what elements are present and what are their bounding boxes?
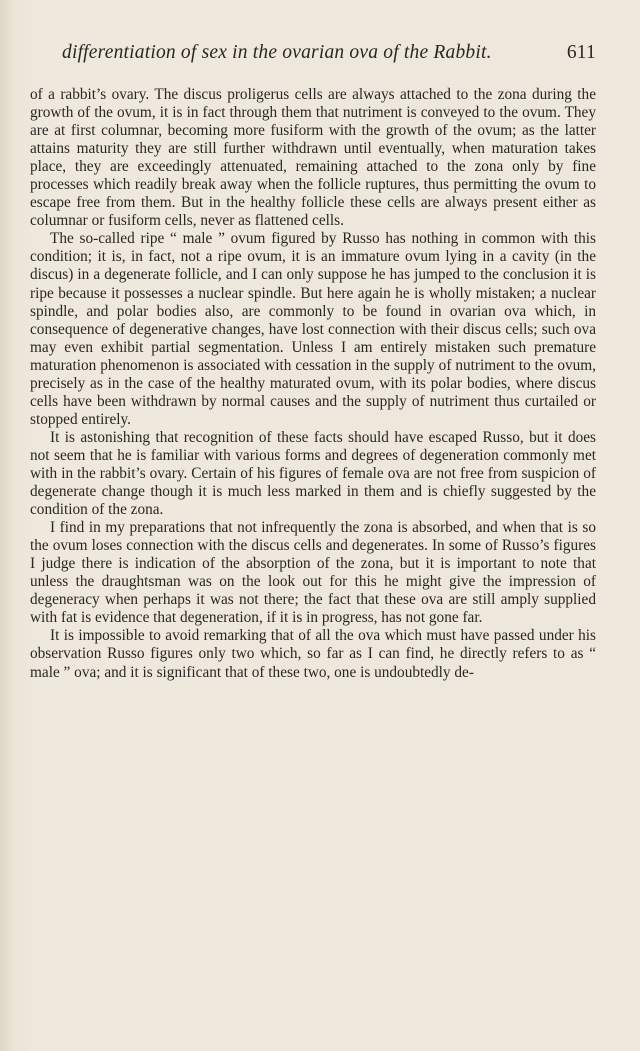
paragraph: The so-called ripe “ male ” ovum figured by Russo has nothing in common with this condition; it is, in fact, not a ripe ovum, it is an immature ovum lying in a cavity (in the discus) in a degenerate follicle, and I can only suppose he has jumped to the conclusion it is ripe because it possesses a nuclear spindle. But here again he is wholly mistaken; a nuclear spindle, and polar bodies also, are commonly to be found in ovarian ova which, in consequence of degenerative changes, have lost connection with their discus cells; such ova may even exhibit partial segmentation. Unless I am entirely mistaken such premature maturation phenomenon is associated with cessation in the supply of nutriment to the ovum, precisely as in the case of the healthy maturated ovum, with its polar bodies, where discus cells have been withdrawn by normal causes and the supply of nutriment thus curtailed or stopped entirely.: [30, 230, 596, 428]
body-text: [30, 86, 596, 682]
paragraph: It is astonishing that recognition of these facts should have escaped Russo, but it does not seem that he is familiar with various forms and degrees of degeneration commonly met with in the rabbit’s ovary. Certain of his figures of female ova are not free from suspicion of degenerate change though it is much less marked in them and is chiefly suggested by the condition of the zona.: [30, 428, 596, 519]
running-title: differentiation of sex in the ovarian ova of the Rabbit.: [62, 42, 492, 63]
paragraph: of a rabbit’s ovary. The discus proligerus cells are always attached to the zona during the growth of the ovum, it is in fact through them that nutriment is conveyed to the ovum. They are at first columnar, becoming more fusiform with the growth of the ovum; as the latter attains maturity they are still further withdrawn until eventually, when maturation takes place, they are exceedingly attenuated, remaining attached to the zona only by fine processes which readily break away when the follicle ruptures, thus permitting the ovum to escape free from them. But in the healthy follicle these cells are always present either as columnar or fusiform cells, never as flattened cells.: [30, 86, 596, 230]
page-number: 611: [566, 42, 596, 63]
paragraph: I find in my preparations that not infrequently the zona is absorbed, and when that is so the ovum loses connection with the discus cells and degenerates. In some of Russo’s figures I judge there is indication of the absorption of the zona, but it is important to note that unless the draughtsman was on the look out for this he might give the impression of degeneracy when perhaps it was not there; the fact that these ova are still amply supplied with fat is evidence that degeneration, if it is in progress, has not gone far.: [30, 519, 596, 627]
running-header: [62, 42, 596, 66]
paragraph: It is impossible to avoid remarking that of all the ova which must have passed under his observation Russo figures only two which, so far as I can find, he directly refers to as “ male ” ova; and it is significant that of these two, one is undoubtedly de-: [30, 627, 596, 681]
